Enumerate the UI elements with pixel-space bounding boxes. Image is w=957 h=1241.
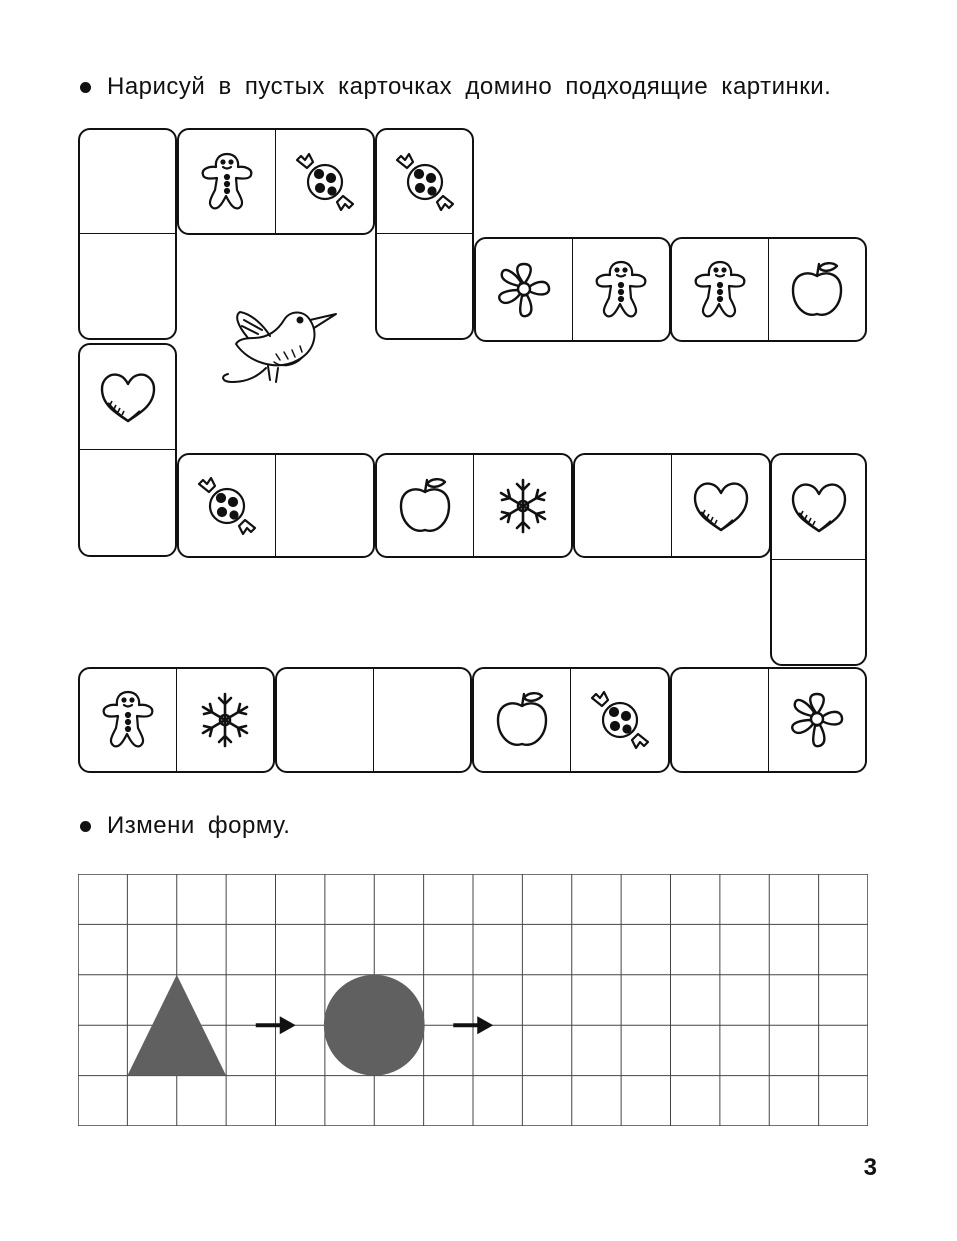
candy-icon — [571, 669, 668, 771]
task-text: Нарисуй в пустых карточках домино подходящие картинки. — [107, 73, 832, 100]
apple-icon — [377, 455, 474, 556]
gingerbread-icon — [672, 239, 769, 340]
empty-domino-half[interactable] — [377, 234, 472, 338]
shape-grid — [78, 874, 868, 1126]
domino-card — [375, 128, 474, 340]
domino-card — [472, 667, 670, 773]
domino-card — [275, 667, 472, 773]
bullet — [80, 82, 91, 93]
empty-domino-half[interactable] — [374, 669, 471, 771]
empty-domino-half[interactable] — [672, 669, 769, 771]
domino-card — [78, 343, 177, 557]
domino-card — [770, 453, 867, 666]
domino-card — [78, 128, 177, 340]
gingerbread-icon — [179, 130, 276, 233]
candy-icon — [276, 130, 373, 233]
domino-card — [670, 237, 867, 342]
snowflake-icon — [177, 669, 274, 771]
heart-icon — [672, 455, 769, 556]
empty-domino-half[interactable] — [277, 669, 374, 771]
heart-icon — [80, 345, 175, 450]
candy-icon — [377, 130, 472, 234]
empty-domino-half[interactable] — [80, 234, 175, 338]
empty-domino-half[interactable] — [80, 450, 175, 555]
domino-card — [375, 453, 573, 558]
page-number: 3 — [863, 1154, 877, 1181]
flower-icon — [476, 239, 573, 340]
arrow-icon — [280, 1016, 296, 1034]
bullet — [80, 821, 91, 832]
empty-domino-half[interactable] — [575, 455, 672, 556]
domino-card — [78, 667, 275, 773]
candy-icon — [179, 455, 276, 556]
task-instruction-shape — [80, 812, 290, 840]
domino-card — [573, 453, 771, 558]
circle-shape — [324, 975, 425, 1076]
empty-domino-half[interactable] — [80, 130, 175, 234]
domino-card — [474, 237, 671, 342]
apple-icon — [769, 239, 866, 340]
task-text: Измени форму. — [107, 812, 291, 839]
domino-card — [177, 453, 375, 558]
bird-icon — [218, 296, 342, 392]
arrow-icon — [477, 1016, 493, 1034]
empty-domino-half[interactable] — [276, 455, 373, 556]
apple-icon — [474, 669, 571, 771]
empty-domino-half[interactable] — [772, 560, 865, 665]
domino-card — [177, 128, 375, 235]
domino-card — [670, 667, 867, 773]
gingerbread-icon — [573, 239, 670, 340]
flower-icon — [769, 669, 866, 771]
heart-icon — [772, 455, 865, 560]
snowflake-icon — [474, 455, 571, 556]
task-instruction-domino — [80, 73, 831, 101]
gingerbread-icon — [80, 669, 177, 771]
